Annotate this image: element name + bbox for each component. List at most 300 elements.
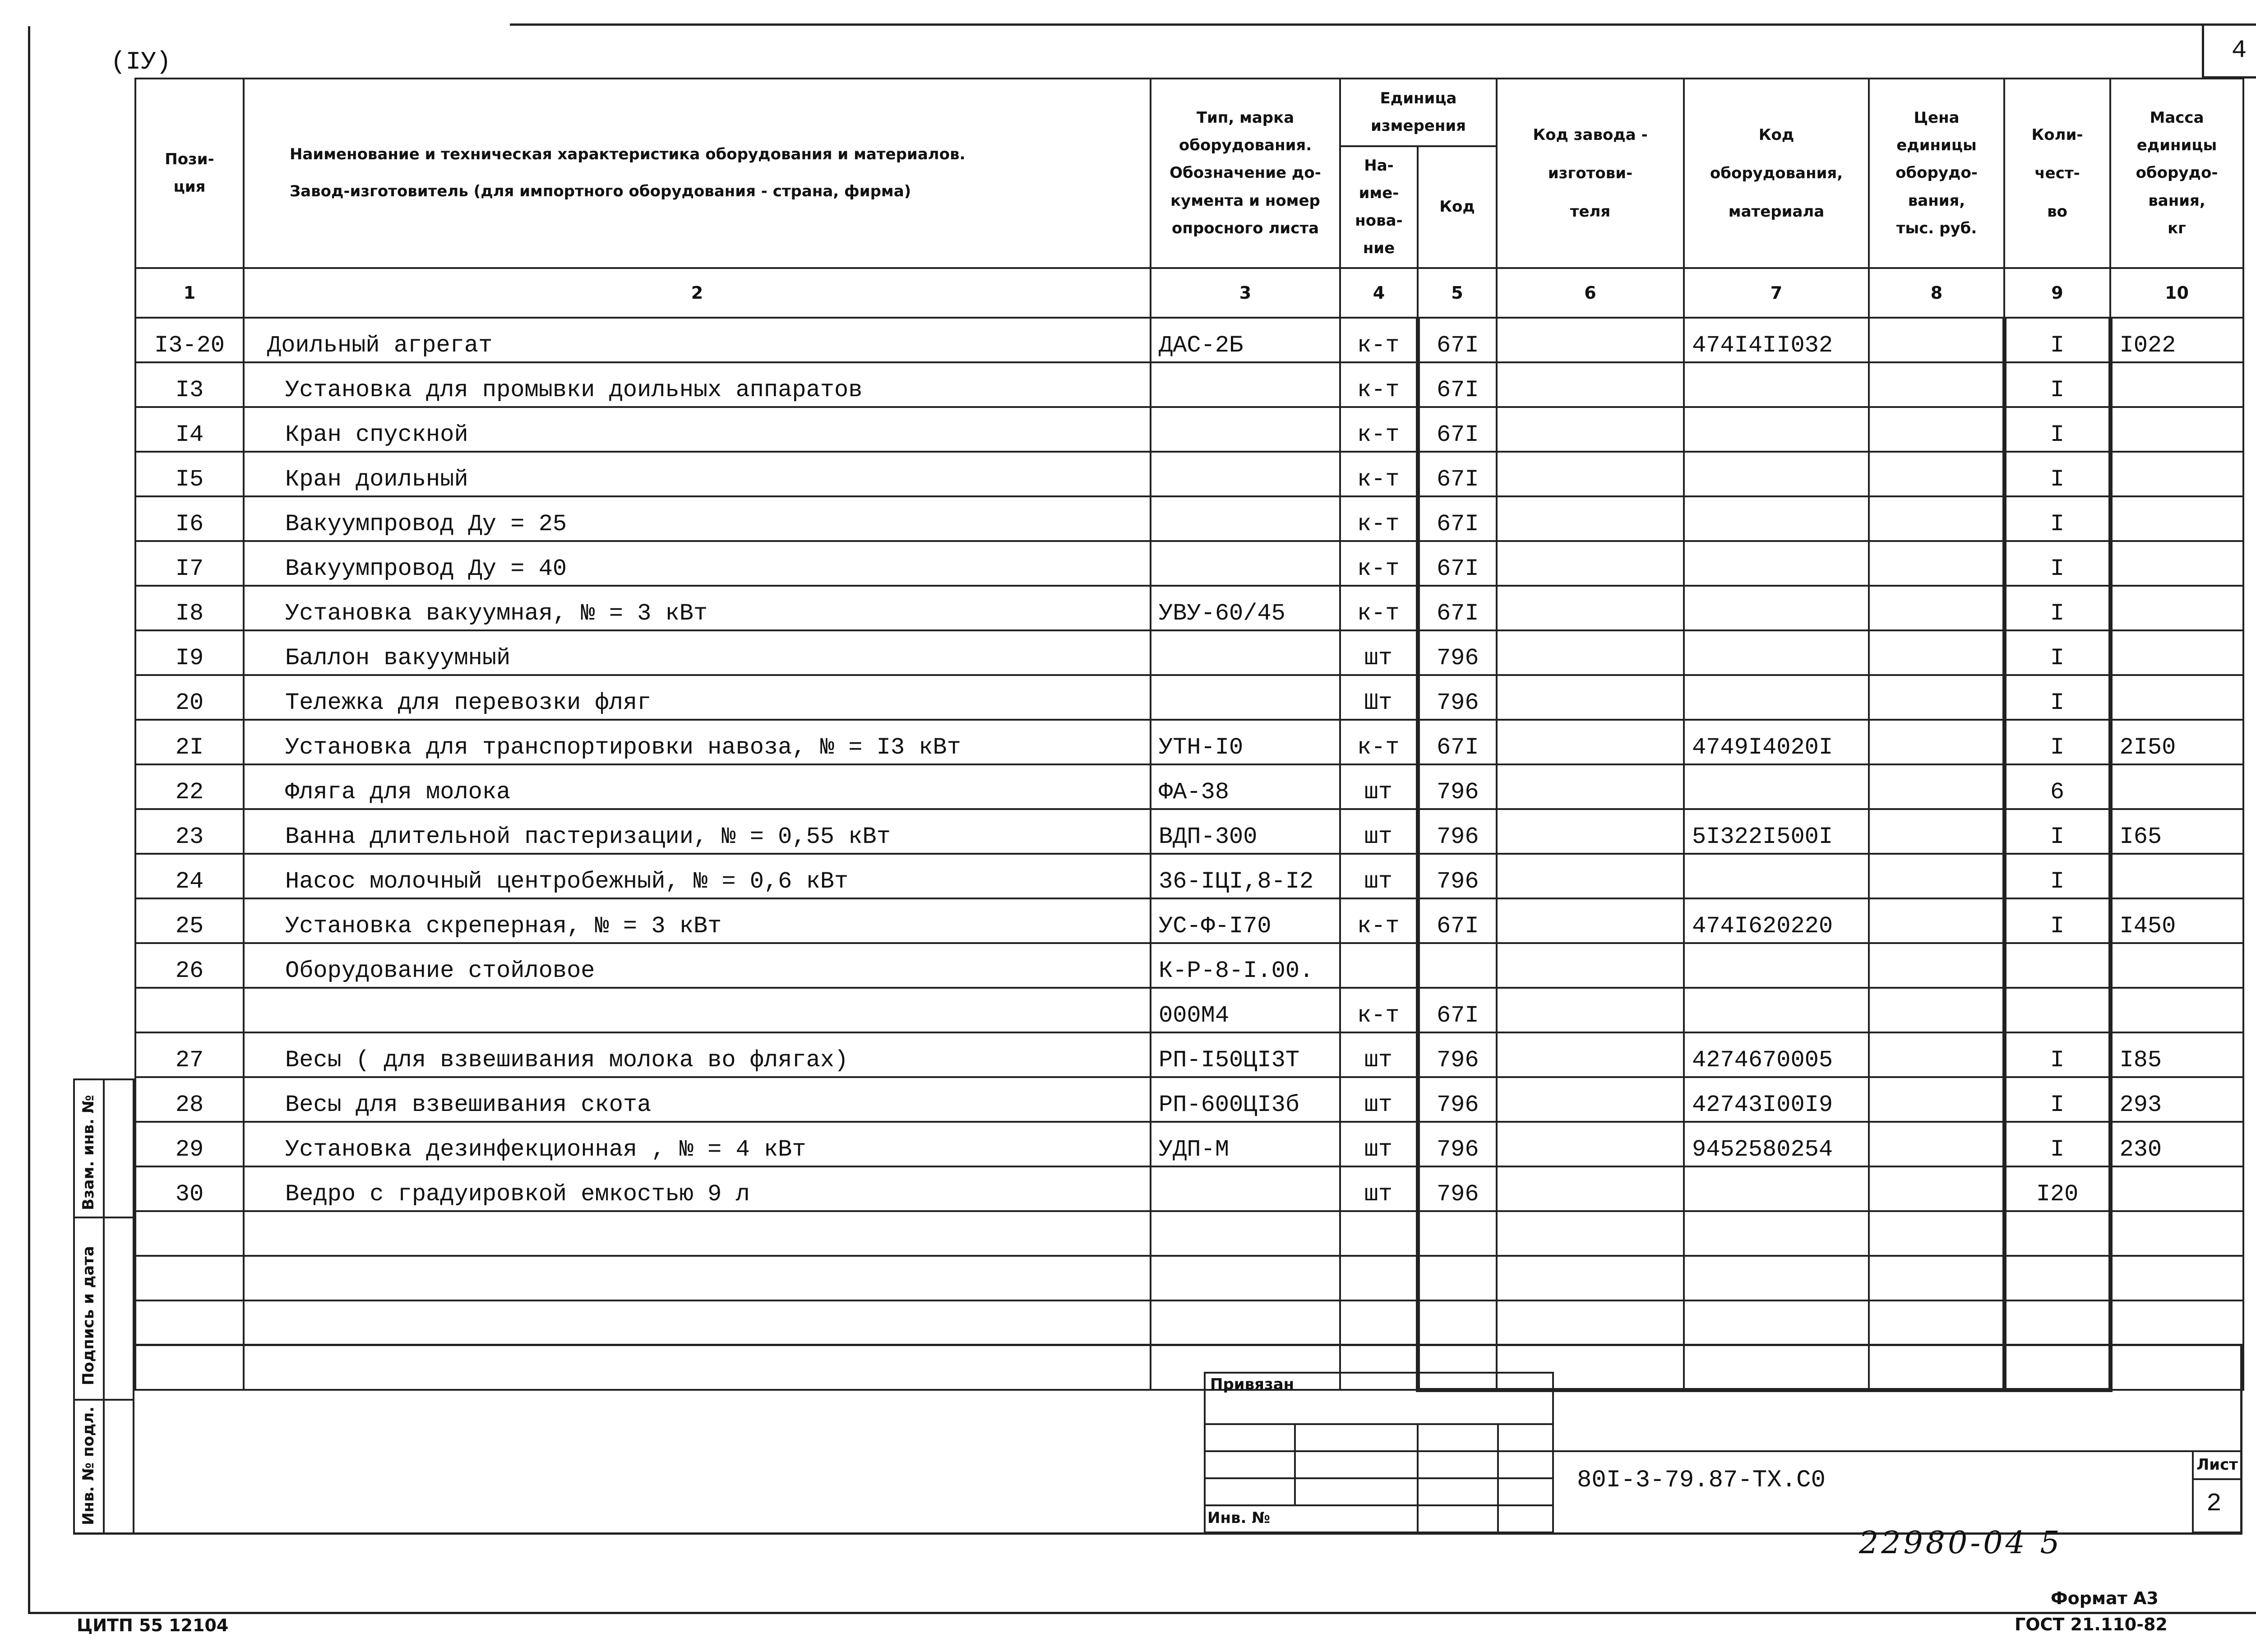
cell-unit <box>1340 1300 1418 1345</box>
cell-position <box>135 1211 244 1256</box>
margin-cell-value-2 <box>103 1217 134 1401</box>
cell-factory-code <box>1497 1032 1684 1077</box>
cell-equipment-code <box>1684 1300 1869 1345</box>
cell-equipment-code <box>1684 1256 1869 1300</box>
cell-unit-code: 67I <box>1418 720 1497 764</box>
cell-type <box>1151 630 1340 675</box>
cell-quantity <box>2004 1345 2110 1390</box>
cell-factory-code <box>1497 407 1684 452</box>
cell-mass <box>2110 630 2243 675</box>
cell-mass <box>2110 943 2243 988</box>
cell-price <box>1869 318 2004 362</box>
header-type: Тип, марка оборудования. Обозначение до- кумента и номер опросного листа <box>1151 79 1340 268</box>
stamp-grid-col-line <box>1417 1423 1419 1533</box>
cell-quantity: I <box>2004 407 2110 452</box>
cell-unit: шт <box>1340 630 1418 675</box>
cell-price <box>1869 809 2004 854</box>
cell-unit-code: 67I <box>1418 586 1497 630</box>
stamp-attached-label: Привязан <box>1210 1375 1294 1393</box>
cell-equipment-code <box>1684 943 1869 988</box>
cell-unit-code: 67I <box>1418 541 1497 586</box>
cell-unit <box>1340 1256 1418 1300</box>
table-row <box>135 318 2243 362</box>
stamp-grid-row-line <box>1204 1450 1554 1452</box>
cell-unit: шт <box>1340 809 1418 854</box>
footer-left-code: ЦИТП 55 12104 <box>77 1615 229 1635</box>
cell-mass <box>2110 541 2243 586</box>
cell-quantity: I <box>2004 586 2110 630</box>
cell-price <box>1869 854 2004 898</box>
cell-type <box>1151 362 1340 407</box>
margin-label-sign-date: Подпись и дата <box>79 1246 97 1385</box>
cell-mass: 293 <box>2110 1077 2243 1122</box>
cell-type <box>1151 1300 1340 1345</box>
cell-factory-code <box>1497 720 1684 764</box>
cell-equipment-code: 4749I4020I <box>1684 720 1869 764</box>
cell-quantity <box>2004 943 2110 988</box>
cell-price <box>1869 1122 2004 1166</box>
cell-position: 2I <box>135 720 244 764</box>
table-row <box>135 809 2243 854</box>
cell-factory-code <box>1497 586 1684 630</box>
table-row <box>135 1211 2243 1256</box>
cell-quantity: I <box>2004 496 2110 541</box>
cell-name: Баллон вакуумный <box>244 630 1151 675</box>
cell-unit: к-т <box>1340 496 1418 541</box>
cell-name: Вакуумпровод Ду = 40 <box>244 541 1151 586</box>
cell-unit-code <box>1418 1300 1497 1345</box>
cell-unit <box>1340 943 1418 988</box>
cell-name: Кран спускной <box>244 407 1151 452</box>
table-row <box>135 452 2243 496</box>
cell-equipment-code <box>1684 452 1869 496</box>
cell-name: Ванна длительной пастеризации, № = 0,55 кВт <box>244 809 1151 854</box>
cell-equipment-code <box>1684 1211 1869 1256</box>
cell-unit-code: 796 <box>1418 854 1497 898</box>
table-body <box>135 318 2243 1390</box>
cell-type <box>1151 452 1340 496</box>
column-number: 1 <box>135 268 244 318</box>
cell-unit: к-т <box>1340 586 1418 630</box>
stamp-grid-row-line <box>1204 1477 1554 1479</box>
stamp-grid-col-line <box>1497 1423 1499 1533</box>
table-row <box>135 675 2243 720</box>
cell-quantity: 6 <box>2004 764 2110 809</box>
cell-mass <box>2110 407 2243 452</box>
margin-label-orig-inv: Инв. № подл. <box>79 1406 97 1525</box>
cell-mass <box>2110 675 2243 720</box>
cell-mass <box>2110 988 2243 1032</box>
header-unit-group: Единица измерения <box>1340 79 1497 146</box>
cell-type <box>1151 1211 1340 1256</box>
cell-name: Установка дезинфекционная , № = 4 кВт <box>244 1122 1151 1166</box>
cell-mass: I85 <box>2110 1032 2243 1077</box>
document-code: 80I-3-79.87-ТХ.С0 <box>1577 1467 1826 1494</box>
cell-factory-code <box>1497 764 1684 809</box>
header-name: Наименование и техническая характеристика оборудования и материалов. Завод-изготовитель (для импортного оборудования - страна, фирма) <box>244 79 1151 268</box>
cell-name: Доильный агрегат <box>244 318 1151 362</box>
cell-factory-code <box>1497 675 1684 720</box>
cell-type: ДАС-2Б <box>1151 318 1340 362</box>
cell-price <box>1869 1166 2004 1211</box>
cell-factory-code <box>1497 452 1684 496</box>
cell-unit: Шт <box>1340 675 1418 720</box>
cell-name: Весы для взвешивания скота <box>244 1077 1151 1122</box>
cell-unit-code <box>1418 1211 1497 1256</box>
cell-mass <box>2110 586 2243 630</box>
cell-name: Кран доильный <box>244 452 1151 496</box>
table-row <box>135 854 2243 898</box>
header-unit-name: На- име- нова- ние <box>1340 146 1418 268</box>
cell-name: Установка для транспортировки навоза, № = I3 кВт <box>244 720 1151 764</box>
cell-unit-code: 67I <box>1418 362 1497 407</box>
cell-factory-code <box>1497 943 1684 988</box>
table-row <box>135 630 2243 675</box>
cell-unit: к-т <box>1340 318 1418 362</box>
cell-type: ФА-38 <box>1151 764 1340 809</box>
handwritten-note: 22980-04 5 <box>1859 1525 2062 1561</box>
cell-factory-code <box>1497 1211 1684 1256</box>
cell-equipment-code <box>1684 764 1869 809</box>
cell-name: Весы ( для взвешивания молока во флягах) <box>244 1032 1151 1077</box>
cell-position: I3-20 <box>135 318 244 362</box>
cell-mass <box>2110 1300 2243 1345</box>
table-row <box>135 988 2243 1032</box>
cell-unit: к-т <box>1340 720 1418 764</box>
cell-mass <box>2110 496 2243 541</box>
column-number: 4 <box>1340 268 1418 318</box>
stamp-inv-label: Инв. № <box>1207 1509 1271 1527</box>
cell-equipment-code <box>1684 630 1869 675</box>
cell-factory-code <box>1497 496 1684 541</box>
table-row <box>135 541 2243 586</box>
cell-price <box>1869 362 2004 407</box>
cell-equipment-code: 474I620220 <box>1684 898 1869 943</box>
header-unit-mass: Масса единицы оборудо- вания, кг <box>2110 79 2243 268</box>
table-row <box>135 586 2243 630</box>
cell-unit: к-т <box>1340 452 1418 496</box>
cell-unit: к-т <box>1340 362 1418 407</box>
cell-factory-code <box>1497 988 1684 1032</box>
cell-unit-code: 796 <box>1418 1122 1497 1166</box>
cell-unit-code <box>1418 943 1497 988</box>
cell-quantity: I <box>2004 1122 2110 1166</box>
cell-quantity <box>2004 1211 2110 1256</box>
cell-quantity: I <box>2004 318 2110 362</box>
cell-equipment-code <box>1684 1345 1869 1390</box>
cell-position: I4 <box>135 407 244 452</box>
footer-format: Формат А3 <box>2051 1588 2159 1608</box>
cell-position: 28 <box>135 1077 244 1122</box>
table-row <box>135 1032 2243 1077</box>
cell-position <box>135 988 244 1032</box>
cell-equipment-code <box>1684 496 1869 541</box>
header-position: Пози- ция <box>135 79 244 268</box>
cell-type: УС-Ф-I70 <box>1151 898 1340 943</box>
cell-name: Тележка для перевозки фляг <box>244 675 1151 720</box>
cell-quantity: I <box>2004 854 2110 898</box>
cell-mass: 2I50 <box>2110 720 2243 764</box>
cell-quantity <box>2004 1300 2110 1345</box>
cell-equipment-code: 4274670005 <box>1684 1032 1869 1077</box>
cell-price <box>1869 1077 2004 1122</box>
table-row <box>135 407 2243 452</box>
cell-price <box>1869 1300 2004 1345</box>
cell-type <box>1151 541 1340 586</box>
cell-mass <box>2110 1345 2243 1390</box>
cell-type: УТН-I0 <box>1151 720 1340 764</box>
cell-name: Установка скреперная, № = 3 кВт <box>244 898 1151 943</box>
cell-factory-code <box>1497 1122 1684 1166</box>
cell-position: I5 <box>135 452 244 496</box>
header-unit-code: Код <box>1418 146 1497 268</box>
cell-type: К-Р-8-I.00. <box>1151 943 1340 988</box>
cell-factory-code <box>1497 541 1684 586</box>
cell-quantity: I <box>2004 362 2110 407</box>
cell-unit-code: 796 <box>1418 1032 1497 1077</box>
cell-factory-code <box>1497 630 1684 675</box>
table-row <box>135 720 2243 764</box>
stamp-grid-row-line <box>1204 1504 1554 1506</box>
cell-position: I8 <box>135 586 244 630</box>
cell-factory-code <box>1497 1300 1684 1345</box>
cell-factory-code <box>1497 854 1684 898</box>
cell-mass <box>2110 1211 2243 1256</box>
cell-equipment-code <box>1684 586 1869 630</box>
cell-unit-code: 67I <box>1418 898 1497 943</box>
specification-table <box>134 78 2244 1392</box>
cell-mass <box>2110 854 2243 898</box>
cell-price <box>1869 898 2004 943</box>
cell-position: I3 <box>135 362 244 407</box>
footer-gost: ГОСТ 21.110-82 <box>2015 1615 2168 1634</box>
left-margin-strip <box>73 1078 134 1534</box>
top-edge-line-left <box>0 23 510 26</box>
cell-equipment-code <box>1684 407 1869 452</box>
cell-unit-code: 67I <box>1418 988 1497 1032</box>
cell-name <box>244 1256 1151 1300</box>
cell-unit-code: 796 <box>1418 1077 1497 1122</box>
cell-position <box>135 1345 244 1390</box>
table-row <box>135 1300 2243 1345</box>
cell-price <box>1869 630 2004 675</box>
cell-name: Установка вакуумная, № = 3 кВт <box>244 586 1151 630</box>
cell-price <box>1869 943 2004 988</box>
cell-unit: шт <box>1340 1077 1418 1122</box>
table-row <box>135 1345 2243 1390</box>
cell-mass <box>2110 1166 2243 1211</box>
cell-position: I9 <box>135 630 244 675</box>
cell-quantity: I <box>2004 541 2110 586</box>
table-row <box>135 362 2243 407</box>
cell-mass: I65 <box>2110 809 2243 854</box>
cell-quantity: I <box>2004 675 2110 720</box>
stamp-grid-col-line <box>1294 1423 1296 1506</box>
sheet-tag: (IУ) <box>111 47 171 76</box>
cell-equipment-code: 9452580254 <box>1684 1122 1869 1166</box>
stamp-title-top-line <box>1552 1450 2242 1452</box>
cell-position: I6 <box>135 496 244 541</box>
cell-name <box>244 1345 1151 1390</box>
cell-type <box>1151 407 1340 452</box>
column-number: 7 <box>1684 268 1869 318</box>
cell-equipment-code <box>1684 854 1869 898</box>
cell-unit-code: 796 <box>1418 630 1497 675</box>
margin-label-replace-inv: Взам. инв. № <box>79 1095 97 1210</box>
cell-unit: шт <box>1340 1032 1418 1077</box>
cell-name: Насос молочный центробежный, № = 0,6 кВт <box>244 854 1151 898</box>
cell-quantity: I <box>2004 1032 2110 1077</box>
cell-equipment-code <box>1684 362 1869 407</box>
table-row <box>135 898 2243 943</box>
cell-position: 23 <box>135 809 244 854</box>
cell-type: ВДП-300 <box>1151 809 1340 854</box>
cell-mass <box>2110 452 2243 496</box>
cell-price <box>1869 764 2004 809</box>
cell-type <box>1151 675 1340 720</box>
cell-unit: шт <box>1340 854 1418 898</box>
column-number: 2 <box>244 268 1151 318</box>
table-row <box>135 496 2243 541</box>
column-number: 3 <box>1151 268 1340 318</box>
cell-factory-code <box>1497 898 1684 943</box>
cell-equipment-code <box>1684 988 1869 1032</box>
cell-mass: I022 <box>2110 318 2243 362</box>
cell-position: 27 <box>135 1032 244 1077</box>
cell-type <box>1151 496 1340 541</box>
cell-factory-code <box>1497 318 1684 362</box>
cell-name: Установка для промывки доильных аппаратов <box>244 362 1151 407</box>
cell-unit-code <box>1418 1256 1497 1300</box>
cell-name <box>244 1300 1151 1345</box>
cell-type <box>1151 1256 1340 1300</box>
cell-quantity: I <box>2004 452 2110 496</box>
column-number: 5 <box>1418 268 1497 318</box>
cell-unit-code: 796 <box>1418 1166 1497 1211</box>
header-equipment-code: Код оборудования, материала <box>1684 79 1869 268</box>
cell-unit-code: 67I <box>1418 407 1497 452</box>
cell-type: УДП-М <box>1151 1122 1340 1166</box>
table-row <box>135 1122 2243 1166</box>
cell-mass <box>2110 1256 2243 1300</box>
table-row <box>135 1256 2243 1300</box>
cell-unit: шт <box>1340 764 1418 809</box>
cell-price <box>1869 452 2004 496</box>
cell-position: 26 <box>135 943 244 988</box>
cell-mass <box>2110 362 2243 407</box>
cell-unit <box>1340 1211 1418 1256</box>
cell-price <box>1869 1256 2004 1300</box>
cell-factory-code <box>1497 1166 1684 1211</box>
cell-unit: к-т <box>1340 407 1418 452</box>
cell-price <box>1869 1032 2004 1077</box>
cell-price <box>1869 1345 2004 1390</box>
cell-name <box>244 988 1151 1032</box>
cell-mass: I450 <box>2110 898 2243 943</box>
cell-quantity: I <box>2004 1077 2110 1122</box>
cell-equipment-code <box>1684 541 1869 586</box>
cell-price <box>1869 586 2004 630</box>
cell-quantity: I <box>2004 720 2110 764</box>
cell-quantity <box>2004 1256 2110 1300</box>
cell-quantity: I20 <box>2004 1166 2110 1211</box>
cell-name: Оборудование стойловое <box>244 943 1151 988</box>
sheet-label: Лист <box>2196 1456 2238 1474</box>
column-number-row <box>135 268 2243 318</box>
cell-unit: к-т <box>1340 988 1418 1032</box>
cell-type: РП-I50ЦI3Т <box>1151 1032 1340 1077</box>
cell-unit-code: 796 <box>1418 675 1497 720</box>
cell-price <box>1869 541 2004 586</box>
cell-quantity: I <box>2004 630 2110 675</box>
cell-name <box>244 1211 1151 1256</box>
cell-unit: шт <box>1340 1122 1418 1166</box>
cell-equipment-code <box>1684 1166 1869 1211</box>
cell-position: 25 <box>135 898 244 943</box>
cell-equipment-code: 474I4II032 <box>1684 318 1869 362</box>
cell-quantity: I <box>2004 898 2110 943</box>
cell-quantity: I <box>2004 809 2110 854</box>
cell-type: 36-IЦI,8-I2 <box>1151 854 1340 898</box>
cell-position: 24 <box>135 854 244 898</box>
header-quantity: Коли- чест- во <box>2004 79 2110 268</box>
cell-price <box>1869 407 2004 452</box>
cell-type: 000М4 <box>1151 988 1340 1032</box>
header-unit-price: Цена единицы оборудо- вания, тыс. руб. <box>1869 79 2004 268</box>
cell-name: Вакуумпровод Ду = 25 <box>244 496 1151 541</box>
cell-factory-code <box>1497 809 1684 854</box>
column-number: 6 <box>1497 268 1684 318</box>
cell-unit-code: 796 <box>1418 764 1497 809</box>
cell-type: РП-600ЦI3б <box>1151 1077 1340 1122</box>
column-number: 8 <box>1869 268 2004 318</box>
cell-unit-code: 67I <box>1418 452 1497 496</box>
cell-name: Ведро с градуировкой емкостью 9 л <box>244 1166 1151 1211</box>
cell-position: 30 <box>135 1166 244 1211</box>
margin-cell-value-3 <box>103 1399 134 1534</box>
cell-unit: шт <box>1340 1166 1418 1211</box>
cell-unit-code: 67I <box>1418 496 1497 541</box>
table-row <box>135 1077 2243 1122</box>
bottom-frame-top-line <box>134 1344 2242 1346</box>
cell-price <box>1869 496 2004 541</box>
cell-equipment-code: 5I322I500I <box>1684 809 1869 854</box>
cell-position: 22 <box>135 764 244 809</box>
table-row <box>135 764 2243 809</box>
column-number: 9 <box>2004 268 2110 318</box>
cell-position: 20 <box>135 675 244 720</box>
cell-type: УВУ-60/45 <box>1151 586 1340 630</box>
cell-price <box>1869 675 2004 720</box>
column-number: 10 <box>2110 268 2243 318</box>
sheet-label-divider <box>2192 1478 2242 1480</box>
cell-price <box>1869 720 2004 764</box>
sheet-number: 4 <box>2202 23 2256 79</box>
cell-mass <box>2110 764 2243 809</box>
cell-type <box>1151 1166 1340 1211</box>
cell-quantity <box>2004 988 2110 1032</box>
header-factory-code: Код завода - изготови- теля <box>1497 79 1684 268</box>
cell-name: Фляга для молока <box>244 764 1151 809</box>
table-row <box>135 943 2243 988</box>
sheet-value: 2 <box>2206 1489 2222 1518</box>
cell-price <box>1869 988 2004 1032</box>
cell-price <box>1869 1211 2004 1256</box>
margin-cell-value-1 <box>103 1078 134 1218</box>
cell-unit-code: 796 <box>1418 809 1497 854</box>
cell-position <box>135 1300 244 1345</box>
cell-equipment-code: 42743I00I9 <box>1684 1077 1869 1122</box>
